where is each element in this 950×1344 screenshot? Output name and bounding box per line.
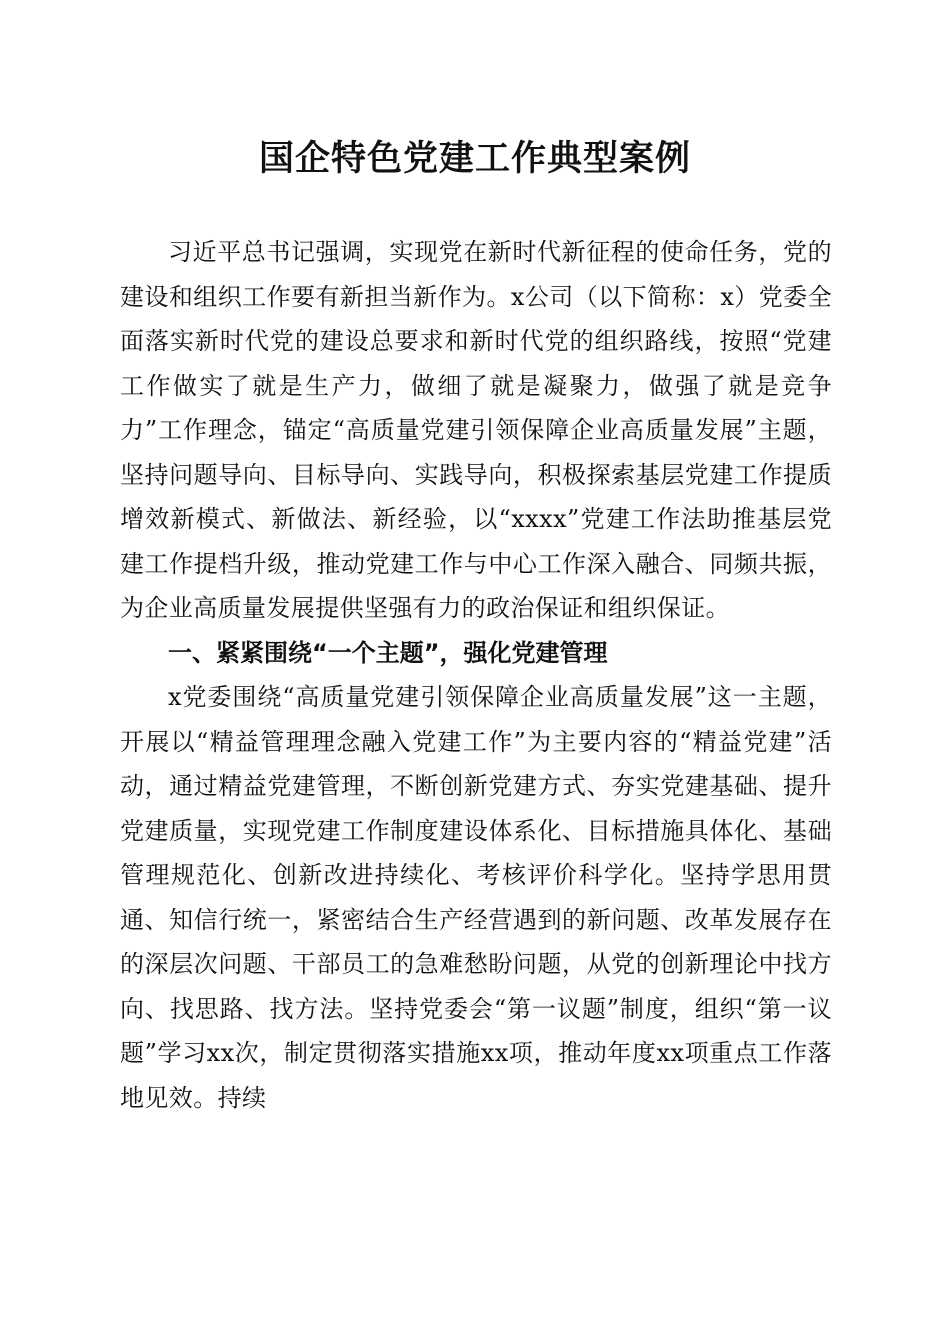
document-title: 国企特色党建工作典型案例 (258, 138, 691, 179)
document-body (120, 230, 832, 1120)
section-heading-1: 一、紧紧围绕“一个主题”，强化党建管理 (168, 638, 608, 667)
intro-paragraph: 习近平总书记强调，实现党在新时代新征程的使命任务，党的建设和组织工作要有新担当新作为。x公司（以下简称：x）党委全面落实新时代党的建设总要求和新时代党的组织路线，按照“党建工作做实了就是生产力，做细了就是凝聚力，做强了就是竞争力”工作理念，锚定“高质量党建引领保障企业高质量发展”主题，坚持问题导向、目标导向、实践导向，积极探索基层党建工作提质增效新模式、新做法、新经验，以“xxxx”党建工作法助推基层党建工作提档升级，推动党建工作与中心工作深入融合、同频共振，为企业高质量发展提供坚强有力的政治保证和组织保证。 (120, 238, 832, 622)
section-1-paragraph: x党委围绕“高质量党建引领保障企业高质量发展”这一主题，开展以“精益管理理念融入党建工作”为主要内容的“精益党建”活动，通过精益党建管理，不断创新党建方式、夯实党建基础、提升党建质量，实现党建工作制度建设体系化、目标措施具体化、基础管理规范化、创新改进持续化、考核评价科学化。坚持学思用贯通、知信行统一，紧密结合生产经营遇到的新问题、改革发展存在的深层次问题、干部员工的急难愁盼问题，从党的创新理论中找方向、找思路、找方法。坚持党委会“第一议题”制度，组织“第一议题”学习xx次，制定贯彻落实措施xx项，推动年度xx项重点工作落地见效。持续 (120, 683, 832, 1112)
